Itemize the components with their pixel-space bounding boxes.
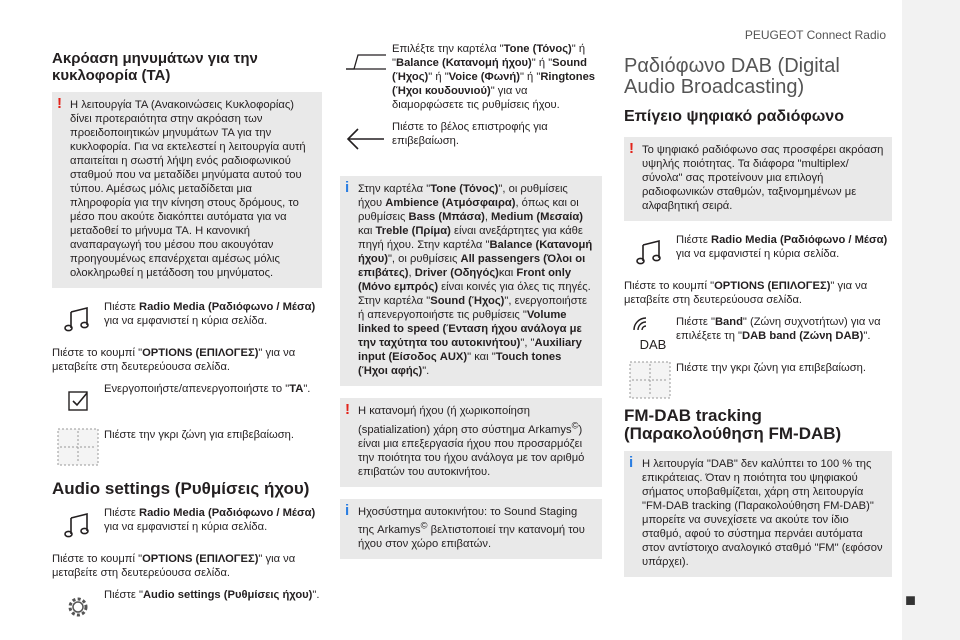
step-audio-settings — [52, 588, 322, 626]
step-bold: DAB band (Ζώνη DAB) — [742, 330, 864, 342]
step-bold: Balance (Κατανομή ήχου) — [395, 57, 532, 69]
step-text: Πιέστε " — [104, 589, 143, 601]
back-arrow-icon — [340, 120, 392, 158]
info-text — [358, 506, 585, 551]
step-text: " για να μεταβείτε στη δευτερεύουσα σελίδα. — [52, 553, 296, 579]
checkbox-icon — [52, 382, 104, 420]
info-bold-run: Medium (Μεσαία) — [491, 211, 584, 223]
music-note-icon — [52, 300, 104, 338]
info-text-run: , όπως και οι ρυθμίσεις — [358, 197, 579, 223]
grey-zone-icon — [624, 361, 676, 399]
step-text: " για να διαμορφώσετε τις ρυθμίσεις ήχου. — [392, 85, 560, 111]
info-bold-run: Ambience (Ατμόσφαιρα) — [385, 197, 516, 209]
info-box-fm-dab — [624, 451, 892, 577]
step-select-tab — [340, 42, 602, 112]
music-note-icon — [624, 233, 676, 271]
step-text: ". — [863, 330, 871, 342]
info-text-run: Στην καρτέλα " — [358, 183, 431, 195]
step-bold: Radio Media (Ραδιόφωνο / Μέσα) — [138, 301, 316, 313]
step-bold: Tone (Τόνος) — [503, 43, 572, 55]
info-text-part: Ηχοσύστημα αυτοκινήτου: το Sound Staging της Arkamys — [358, 505, 578, 537]
step-bold: OPTIONS (ΕΠΙΛΟΓΕΣ) — [142, 347, 259, 359]
info-box-tone — [340, 176, 602, 386]
info-text-run: και — [358, 225, 376, 237]
step-confirm-3 — [624, 361, 892, 399]
step-bold: TA — [289, 383, 304, 395]
step-bold: Radio Media (Ραδιόφωνο / Μέσα) — [710, 234, 888, 246]
step-text: Πιέστε " — [676, 316, 715, 328]
step-text: για να εμφανιστεί η κύρια σελίδα. — [676, 248, 840, 260]
warning-text-part: Η κατανομή ήχου (ή χωρικοποίηση (spatialization) χάρη στο σύστημα Arkamys — [358, 405, 572, 436]
step-bold: OPTIONS (ΕΠΙΛΟΓΕΣ) — [714, 280, 831, 292]
info-text-run: ", " — [520, 337, 535, 349]
step-radio-media — [52, 300, 322, 338]
step-bold: Audio settings (Ρυθμίσεις ήχου) — [142, 589, 313, 601]
step-bold: Voice (Φωνή) — [448, 71, 520, 83]
step-text: ". — [312, 589, 320, 601]
info-text: Η λειτουργία "DAB" δεν καλύπτει το 100 % της επικράτειας. Όταν η ποιότητα του ψηφιακού σήματος υποβαθμίζεται, χάρη στη λειτουργία "FM-DAB tracking (Παρακολούθηση FM-DAB)" μπορείτε να συνεχίσετε να ακούτε τον ίδιο σταθμό, αφού το σύστημα περνάει αυτόματα στον αντίστοιχο αναλογικό σταθμό "FM" (εφόσον υπάρχει). — [642, 458, 883, 568]
step-options-2 — [52, 552, 322, 580]
warning-box-ta — [52, 92, 322, 288]
step-bold: Ringtones (Ήχοι κουδουνιού) — [392, 71, 596, 97]
gear-icon — [52, 588, 104, 626]
info-bold-run: All passengers (Όλοι οι επιβάτες) — [358, 253, 586, 279]
dab-radio-icon — [624, 315, 676, 353]
dab-icon-label: DAB — [639, 337, 667, 352]
step-bold: Band — [714, 316, 743, 328]
step-text: Πιέστε το βέλος επιστροφής για επιβεβαίωση. — [392, 121, 548, 147]
step-text: Πιέστε — [104, 301, 139, 313]
info-bold-run: Driver (Οδηγός) — [414, 267, 499, 279]
info-bold-run: Treble (Πρίμα) — [375, 225, 451, 237]
column-3 — [624, 56, 892, 589]
info-bold-run: Front only (Μόνο εμπρός) — [358, 267, 572, 293]
info-icon: i — [345, 501, 350, 519]
info-text-run: " και " — [467, 351, 496, 363]
step-text: " ή " — [531, 57, 553, 69]
info-text-run: ", οι ρυθμίσεις — [387, 253, 461, 265]
step-text: Επιλέξτε την καρτέλα " — [392, 43, 504, 55]
warning-text: Το ψηφιακό ραδιόφωνο σας προσφέρει ακρόαση υψηλής ποιότητας. Τα διάφορα "multiplex/σύνολα" σας προτείνουν μια επιλογή ραδιοφωνικών σταθμών, ταξινομημένων με αλφαβητική σειρά. — [642, 144, 884, 212]
step-text: " ή " — [519, 71, 541, 83]
step-band — [624, 315, 892, 353]
info-text-run: και — [498, 267, 517, 279]
step-text: " ή " — [428, 71, 449, 83]
music-note-icon — [52, 506, 104, 544]
step-text: για να εμφανιστεί η κύρια σελίδα. — [104, 521, 268, 533]
step-text: Πιέστε — [104, 507, 139, 519]
step-text: Ενεργοποιήστε/απενεργοποιήστε το " — [104, 383, 290, 395]
step-text: ". — [303, 383, 311, 395]
info-icon: i — [629, 454, 634, 471]
step-options-3 — [624, 279, 892, 307]
info-text-run: ", ενεργοποιήστε ή απενεργοποιήστε τις ρυθμίσεις " — [358, 295, 588, 321]
step-bold: Sound (Ήχος) — [392, 57, 587, 83]
step-text: " για να μεταβείτε στη δευτερεύουσα σελίδα. — [52, 347, 296, 373]
info-text-part: βελτιστοποιεί την κατανομή του ήχου στον χώρο επιβατών. — [358, 524, 585, 551]
info-text-run: ", οι ρυθμίσεις ήχου — [358, 183, 568, 209]
info-text-run: είναι κοινές για όλες τις πηγές. Στην καρτέλα " — [358, 281, 591, 307]
warning-text-part: ) είναι μια επεξεργασία ήχου που προσαρμόζει την ποιότητα του ήχου ανάλογα με τον αριθμό επιβατών του αυτοκινήτου. — [358, 423, 585, 478]
step-bold: OPTIONS (ΕΠΙΛΟΓΕΣ) — [142, 553, 259, 565]
warning-icon: ! — [629, 140, 634, 157]
section-title-audio-settings: Audio settings (Ρυθμίσεις ήχου) — [52, 479, 310, 498]
page-header: PEUGEOT Connect Radio — [744, 28, 886, 42]
info-bold-run: Tone (Τόνος) — [430, 183, 499, 195]
page-end-marker: ■ — [905, 590, 916, 610]
page-margin-bar — [902, 0, 960, 640]
info-bold-run: Sound (Ήχος) — [430, 295, 505, 307]
step-text: Πιέστε την γκρι ζώνη για επιβεβαίωση. — [676, 362, 866, 374]
section-subtitle-dab: Επίγειο ψηφιακό ραδιόφωνο — [624, 108, 844, 125]
warning-box-arkamys — [340, 398, 602, 487]
column-2 — [340, 42, 602, 571]
step-text: " για να μεταβείτε στη δευτερεύουσα σελίδα. — [624, 280, 868, 306]
step-back-arrow — [340, 120, 602, 158]
info-icon: i — [345, 179, 350, 196]
info-bold-run: Touch tones (Ήχοι αφής) — [358, 351, 562, 377]
grey-zone-icon — [52, 428, 104, 466]
step-text: Πιέστε το κουμπί " — [52, 347, 143, 359]
section-title-fm-dab: FM-DAB tracking (Παρακολούθηση FM-DAB) — [624, 406, 842, 443]
step-radio-media-2 — [52, 506, 322, 544]
step-text: Πιέστε — [676, 234, 711, 246]
step-toggle-ta — [52, 382, 322, 420]
section-title-dab: Ραδιόφωνο DAB (Digital Audio Broadcasting) — [624, 55, 840, 98]
info-text-run: ". — [422, 365, 430, 377]
info-bold-run: Bass (Μπάσα) — [408, 211, 485, 223]
info-bold-run: Balance (Κατανομή ήχου) — [358, 239, 593, 265]
warning-icon: ! — [57, 95, 62, 112]
step-text: " ή " — [392, 43, 586, 69]
step-text: για να εμφανιστεί η κύρια σελίδα. — [104, 315, 268, 327]
info-bold-run: Auxiliary input (Είσοδος AUX) — [358, 337, 582, 363]
step-text: Πιέστε την γκρι ζώνη για επιβεβαίωση. — [104, 429, 294, 441]
info-text-run: είναι ανεξάρτητες για κάθε πηγή ήχου. Στην καρτέλα " — [358, 225, 583, 251]
column-1 — [52, 50, 322, 634]
warning-text — [358, 405, 584, 478]
step-confirm — [52, 428, 322, 466]
warning-text: Η λειτουργία TA (Ανακοινώσεις Κυκλοφορίας) δίνει προτεραιότητα στην ακρόαση των προειδοποιητικών μηνυμάτων TA για την κυκλοφορία. Για να εκτελεστεί η λειτουργία αυτή απαιτείται η σωστή λήψη ενός ραδιοφωνικού σταθμού που να μεταδίδει μηνύματα αυτού του τύπου. Αμέσως μόλις μεταδίδεται μια πληροφορία για την κίνηση στους δρόμους, το μέσο που ακούτε διακόπτει αυτόματα για να μεταδοθεί το μήνυμα TA. Η κανονική αναπαραγωγή του μέσου που ακουγόταν προηγουμένως επανέρχεται αμέσως μόλις ολοκληρωθεί η μετάδοση του μηνύματος. — [70, 99, 306, 279]
tab-icon — [340, 42, 392, 80]
step-text: Πιέστε το κουμπί " — [52, 553, 143, 565]
info-text — [358, 183, 592, 377]
warning-icon: ! — [345, 401, 350, 418]
section-title-ta: Ακρόαση μηνυμάτων για την κυκλοφορία (TA) — [52, 50, 258, 84]
warning-box-dab — [624, 137, 892, 221]
step-radio-media-3 — [624, 233, 892, 271]
step-text: Πιέστε το κουμπί " — [624, 280, 715, 292]
step-bold: Radio Media (Ραδιόφωνο / Μέσα) — [138, 507, 316, 519]
info-bold-run: Volume linked to speed (Ένταση ήχου ανάλογα με την ταχύτητα του αυτοκινήτου) — [358, 309, 582, 349]
copyright-mark: © — [571, 420, 579, 430]
info-text-run: , — [408, 267, 415, 279]
copyright-mark: © — [420, 520, 428, 531]
step-options — [52, 346, 322, 374]
step-text: " (Ζώνη συχνοτήτων) για να επιλέξετε τη " — [676, 316, 881, 342]
info-box-sound-staging — [340, 499, 602, 560]
info-text-run: , — [484, 211, 492, 223]
